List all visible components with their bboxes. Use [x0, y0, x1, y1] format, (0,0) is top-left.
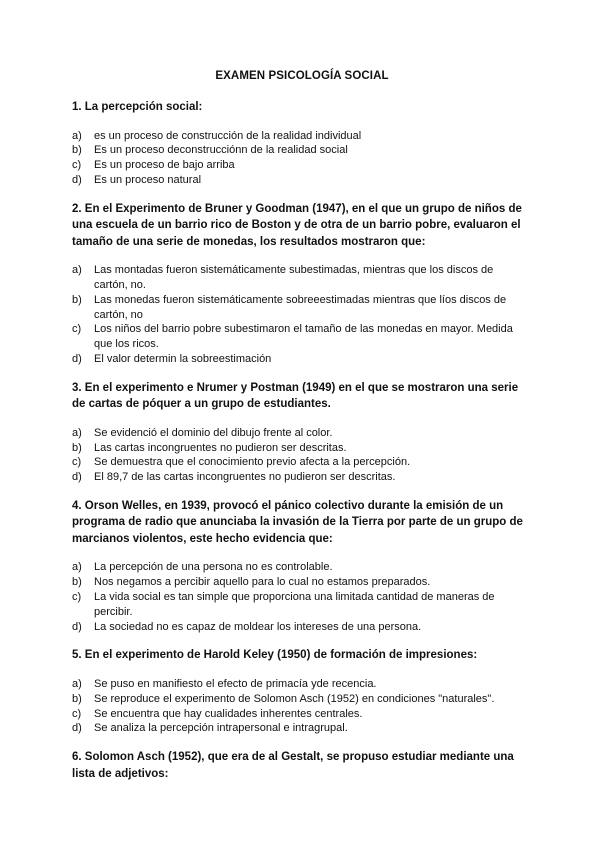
option-letter: b) — [72, 441, 82, 454]
option-item — [72, 560, 524, 575]
option-item — [72, 143, 524, 158]
option-letter: a) — [72, 426, 82, 439]
option-text: El 89,7 de las cartas incongruentes no pudieron ser descritas. — [94, 471, 396, 484]
option-item — [72, 620, 524, 635]
option-letter: d) — [72, 173, 82, 186]
option-letter: c) — [72, 591, 82, 604]
options-list — [72, 263, 524, 367]
question-1 — [72, 99, 524, 188]
option-letter: c) — [72, 159, 82, 172]
option-text: El valor determin la sobreestimación — [94, 352, 272, 365]
option-letter: c) — [72, 456, 82, 469]
option-text: Se demuestra que el conocimiento previo afecta a la percepción. — [94, 456, 411, 469]
option-letter: c) — [72, 323, 82, 336]
document-title: EXAMEN PSICOLOGÍA SOCIAL — [215, 70, 389, 82]
option-item — [72, 129, 524, 144]
option-text: Es un proceso de bajo arriba — [94, 159, 235, 172]
option-item — [72, 470, 524, 485]
option-item — [72, 441, 524, 456]
question-text: 2. En el Experimento de Bruner y Goodman (1947), en el que un grupo de niños de una escuela de un barrio rico de Boston y de otra de un barrio pobre, evaluaron el tamaño de una serie de monedas, los resultados mostraron que: — [72, 202, 522, 248]
option-item — [72, 575, 524, 590]
question-6 — [72, 749, 524, 782]
option-item — [72, 352, 524, 367]
option-text: Nos negamos a percibir aquello para lo cual no estamos preparados. — [94, 576, 431, 589]
option-letter: b) — [72, 144, 82, 157]
option-text: Se reproduce el experimento de Solomon Asch (1952) en condiciones "naturales". — [94, 692, 495, 705]
option-text: Es un proceso natural — [94, 173, 202, 186]
question-5 — [72, 647, 524, 736]
option-text: La sociedad no es capaz de moldear los intereses de una persona. — [94, 620, 422, 633]
option-letter: b) — [72, 692, 82, 705]
option-letter: a) — [72, 561, 82, 574]
option-text: Es un proceso deconstrucciónn de la realidad social — [94, 144, 348, 157]
option-item — [72, 692, 524, 707]
option-text: Las montadas fueron sistemáticamente subestimadas, mientras que los discos de cartón, no. — [94, 264, 494, 291]
option-item — [72, 263, 524, 293]
question-text: 6. Solomon Asch (1952), que era de al Gestalt, se propuso estudiar mediante una lista de adjetivos: — [72, 751, 514, 780]
options-list — [72, 560, 524, 634]
option-text: La percepción de una persona no es controlable. — [94, 561, 333, 574]
option-item — [72, 677, 524, 692]
option-item — [72, 455, 524, 470]
option-letter: c) — [72, 707, 82, 720]
options-list — [72, 426, 524, 485]
option-letter: a) — [72, 677, 82, 690]
option-text: Se encuentra que hay cualidades inherentes centrales. — [94, 707, 363, 720]
question-text: 4. Orson Welles, en 1939, provocó el pánico colectivo durante la emisión de un programa de radio que anunciaba la invasión de la Tierra por parte de un grupo de marcianos violentos, este hecho evidencia que: — [72, 499, 523, 545]
option-letter: a) — [72, 129, 82, 142]
option-letter: d) — [72, 352, 82, 365]
option-letter: d) — [72, 471, 82, 484]
option-text: Se evidenció el dominio del dibujo frente al color. — [94, 426, 333, 439]
question-text: 1. La percepción social: — [72, 101, 203, 113]
option-item — [72, 158, 524, 173]
option-item — [72, 590, 524, 620]
question-2 — [72, 201, 524, 367]
option-letter: d) — [72, 620, 82, 633]
option-item — [72, 293, 524, 323]
question-text: 5. En el experimento de Harold Keley (1950) de formación de impresiones: — [72, 649, 478, 662]
option-letter: b) — [72, 576, 82, 589]
option-letter: d) — [72, 722, 82, 735]
option-item — [72, 721, 524, 736]
option-text: La vida social es tan simple que proporciona una limitada cantidad de maneras de percibir. — [94, 591, 495, 618]
option-text: Los niños del barrio pobre subestimaron el tamaño de las monedas en mayor. Medida que los ricos. — [94, 323, 513, 351]
option-item — [72, 322, 524, 352]
option-item — [72, 173, 524, 188]
option-item — [72, 426, 524, 441]
option-text: es un proceso de construcción de la realidad individual — [94, 129, 362, 142]
option-letter: a) — [72, 264, 82, 277]
option-text: Las monedas fueron sistemáticamente sobreeestimadas mientras que líos discos de cartón, no — [94, 293, 507, 321]
options-list — [72, 677, 524, 736]
option-letter: b) — [72, 293, 82, 306]
option-item — [72, 707, 524, 722]
option-text: Se puso en manifiesto el efecto de primacía yde recencia. — [94, 677, 377, 690]
option-text: Se analiza la percepción intrapersonal e intragrupal. — [94, 722, 348, 735]
options-list — [72, 129, 524, 188]
question-4 — [72, 498, 524, 634]
option-text: Las cartas incongruentes no pudieron ser descritas. — [94, 441, 347, 454]
question-3 — [72, 380, 524, 485]
question-text: 3. En el experimento e Nrumer y Postman (1949) en el que se mostraron una serie de cartas de póquer a un grupo de estudiantes. — [72, 381, 519, 411]
